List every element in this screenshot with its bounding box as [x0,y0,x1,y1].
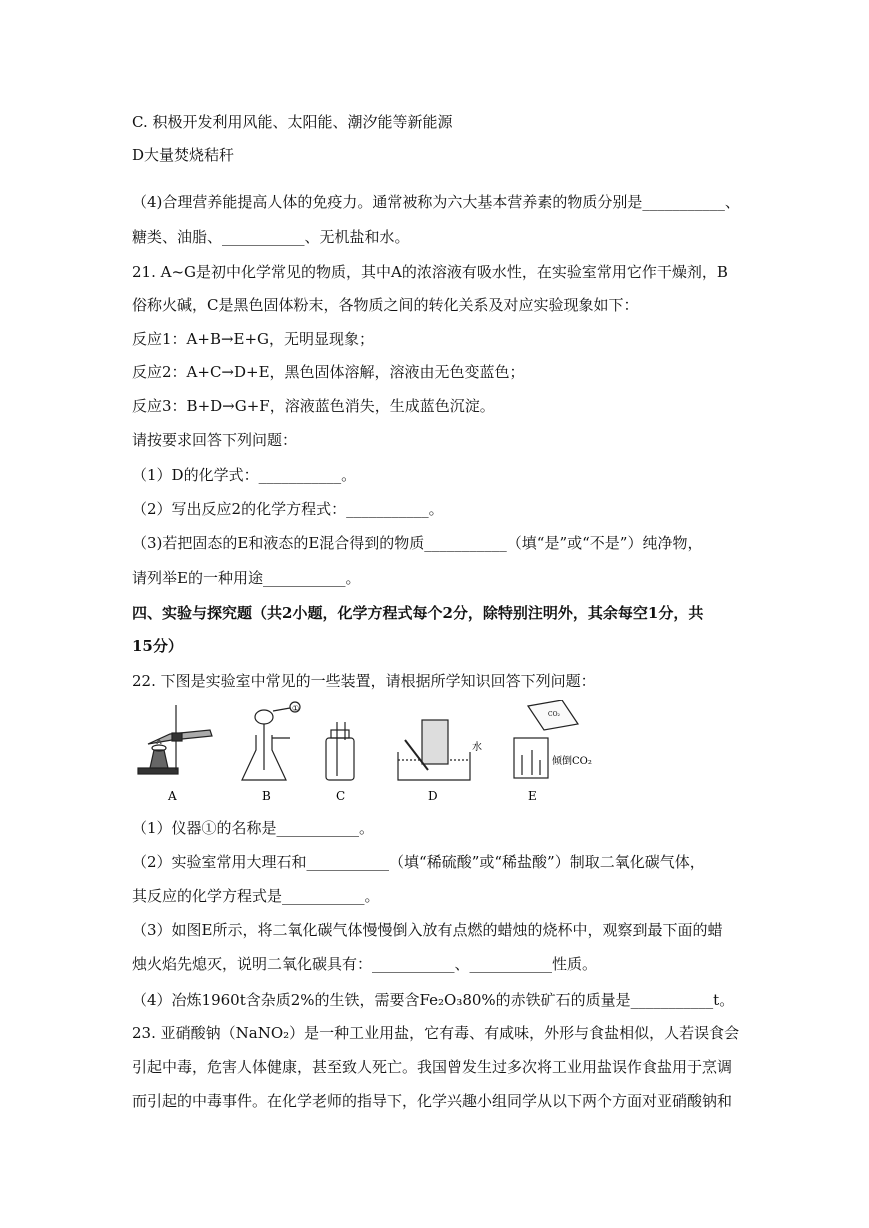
q21-prompt: 请按要求回答下列问题： [132,431,298,449]
q23-line1: 23. 亚硝酸钠（NaNO₂）是一种工业用盐，它有毒、有咸味，外形与食盐相似，人若误食会 [132,1024,740,1042]
q22-4: （4）冶炼1960t含杂质2%的生铁，需要含Fe₂O₃80%的赤铁矿石的质量是___________t。 [132,991,735,1009]
q21-3-line1: （3)若把固态的E和液态的E混合得到的物质___________（填“是”或“不是”）纯净物， [132,534,703,552]
apparatus-c [326,722,354,780]
circle-mark: ① [292,704,300,713]
water-label: 水 [472,742,482,753]
q21-2: （2）写出反应2的化学方程式：___________。 [132,500,444,518]
q21-3-line2: 请列举E的一种用途___________。 [132,569,361,587]
q23-line2: 引起中毒，危害人体健康，甚至致人死亡。我国曾发生过多次将工业用盐误作食盐用于烹调 [132,1058,733,1076]
label-e: E [528,789,537,803]
q20-4-line2: 糖类、油脂、___________、无机盐和水。 [132,228,410,246]
q22-stem: 22. 下图是实验室中常见的一些装置，请根据所学知识回答下列问题： [132,672,596,690]
label-a: A [168,789,177,803]
label-d: D [428,789,438,803]
apparatus-b [242,702,300,780]
q21-1: （1）D的化学式：___________。 [132,466,357,484]
apparatus-d [398,720,470,780]
section-4-heading-line1: 四、实验与探究题（共2小题，化学方程式每个2分，除特别注明外，其余每空1分，共 [132,604,704,622]
reaction-2: 反应2：A+C→D+E，黑色固体溶解，溶液由无色变蓝色； [132,363,525,381]
option-d: D大量焚烧秸秆 [132,146,235,164]
q23-line3: 而引起的中毒事件。在化学老师的指导下，化学兴趣小组同学从以下两个方面对亚硝酸钠和 [132,1092,733,1110]
q22-3-line1: （3）如图E所示，将二氧化碳气体慢慢倒入放有点燃的蜡烛的烧杯中，观察到最下面的蜡 [132,921,723,939]
q22-2-line2: 其反应的化学方程式是___________。 [132,887,380,905]
reaction-1: 反应1：A+B→E+G，无明显现象； [132,330,375,348]
label-b: B [262,789,271,803]
q21-stem-line1: 21. A~G是初中化学常见的物质，其中A的浓溶液有吸水性，在实验室常用它作干燥剂，B [132,263,728,281]
q22-2-line1: （2）实验室常用大理石和___________（填“稀硫酸”或“稀盐酸”）制取二氧化碳气体， [132,853,705,871]
label-c: C [336,789,346,803]
reaction-3: 反应3：B+D→G+F，溶液蓝色消失，生成蓝色沉淀。 [132,397,495,415]
co2-bottle-label: CO₂ [548,711,560,718]
pour-caption: 倾倒CO₂ [552,756,592,767]
apparatus-a [138,705,212,774]
q22-3-line2: 烛火焰先熄灭，说明二氧化碳具有：___________、___________性质。 [132,955,598,973]
q20-4-line1: （4)合理营养能提高人体的免疫力。通常被称为六大基本营养素的物质分别是___________、 [132,193,740,211]
q21-stem-line2: 俗称火碱，C是黑色固体粉末，各物质之间的转化关系及对应实验现象如下： [132,296,639,314]
option-c: C. 积极开发利用风能、太阳能、潮汐能等新能源 [132,113,453,131]
section-4-heading-line2: 15分） [132,637,183,655]
q22-1: （1）仪器①的名称是___________。 [132,819,375,837]
apparatus-figure [130,700,600,808]
